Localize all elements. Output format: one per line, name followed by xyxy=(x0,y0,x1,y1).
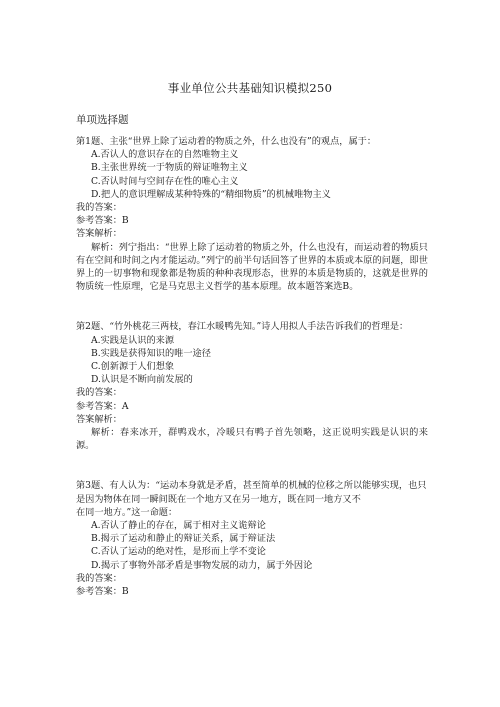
option-c: C.创新源于人们想象 xyxy=(91,361,175,373)
option-b: B.揭示了运动和静止的辩证关系，属于辩证法 xyxy=(91,533,276,545)
my-answer: 我的答案： xyxy=(76,202,122,214)
reference-answer: 参考答案：B xyxy=(76,586,129,598)
analysis-label: 答案解析： xyxy=(76,413,122,425)
analysis-text: 解析：列宁指出：“世界上除了运动着的物质之外，什么也没有，而运动着的物质只有在空间和时间之内才能运动。”列宁的前半句话回答了世界的本质或本原的问题，即世界上的一切事物和现象都是物质的种种表现形态，世界的本质是物质的，这就是世界的物质统一性原理，它是马克思主义哲学的基本原理。故本题答案选B。 xyxy=(76,241,428,293)
option-d: D.揭示了事物外部矛盾是事物发展的动力，属于外因论 xyxy=(91,559,313,571)
reference-answer: 参考答案：B xyxy=(76,215,129,227)
option-b: B.主张世界统一于物质的辩证唯物主义 xyxy=(91,162,248,174)
question-stem: 第2题、“竹外桃花三两枝，春江水暖鸭先知。”诗人用拟人手法告诉我们的哲理是： xyxy=(76,321,409,333)
option-c: C.否认时间与空间存在性的唯心主义 xyxy=(91,175,239,187)
option-c: C.否认了运动的绝对性，是形而上学不变论 xyxy=(91,546,266,558)
question-2 xyxy=(76,320,428,452)
document-title: 事业单位公共基础知识模拟250 xyxy=(167,81,333,95)
option-a: A.实践是认识的来源 xyxy=(91,334,175,346)
question-stem: 第3题、有人认为：“运动本身就是矛盾，甚至简单的机械的位移之所以能够实现，也只是因为物体在同一瞬间既在一个地方又在另一地方，既在同一地方又不 xyxy=(76,480,427,505)
analysis-text: 解析：春来冰开，群鸭戏水，冷暖只有鸭子首先领略，这正说明实践是认识的来源。 xyxy=(76,427,428,452)
question-1 xyxy=(76,135,428,293)
option-d: D.把人的意识理解成某种特殊的“精细物质”的机械唯物主义 xyxy=(91,188,331,200)
my-answer: 我的答案： xyxy=(76,387,122,399)
section-heading: 单项选择题 xyxy=(76,114,129,126)
question-list xyxy=(76,135,428,625)
question-stem-continued: 在同一地方。”这一命题： xyxy=(76,506,178,518)
option-a: A.否认人的意识存在的自然唯物主义 xyxy=(91,149,239,161)
analysis-label: 答案解析： xyxy=(76,228,122,240)
option-d: D.认识是不断向前发展的 xyxy=(91,374,193,386)
my-answer: 我的答案： xyxy=(76,572,122,584)
question-stem: 第1题、主张“世界上除了运动着的物质之外，什么也没有”的观点，属于： xyxy=(76,136,377,147)
option-b: B.实践是获得知识的唯一途径 xyxy=(91,347,211,359)
reference-answer: 参考答案：A xyxy=(76,400,129,412)
question-3 xyxy=(76,479,428,598)
option-a: A.否认了静止的存在，属于相对主义诡辩论 xyxy=(91,520,266,532)
